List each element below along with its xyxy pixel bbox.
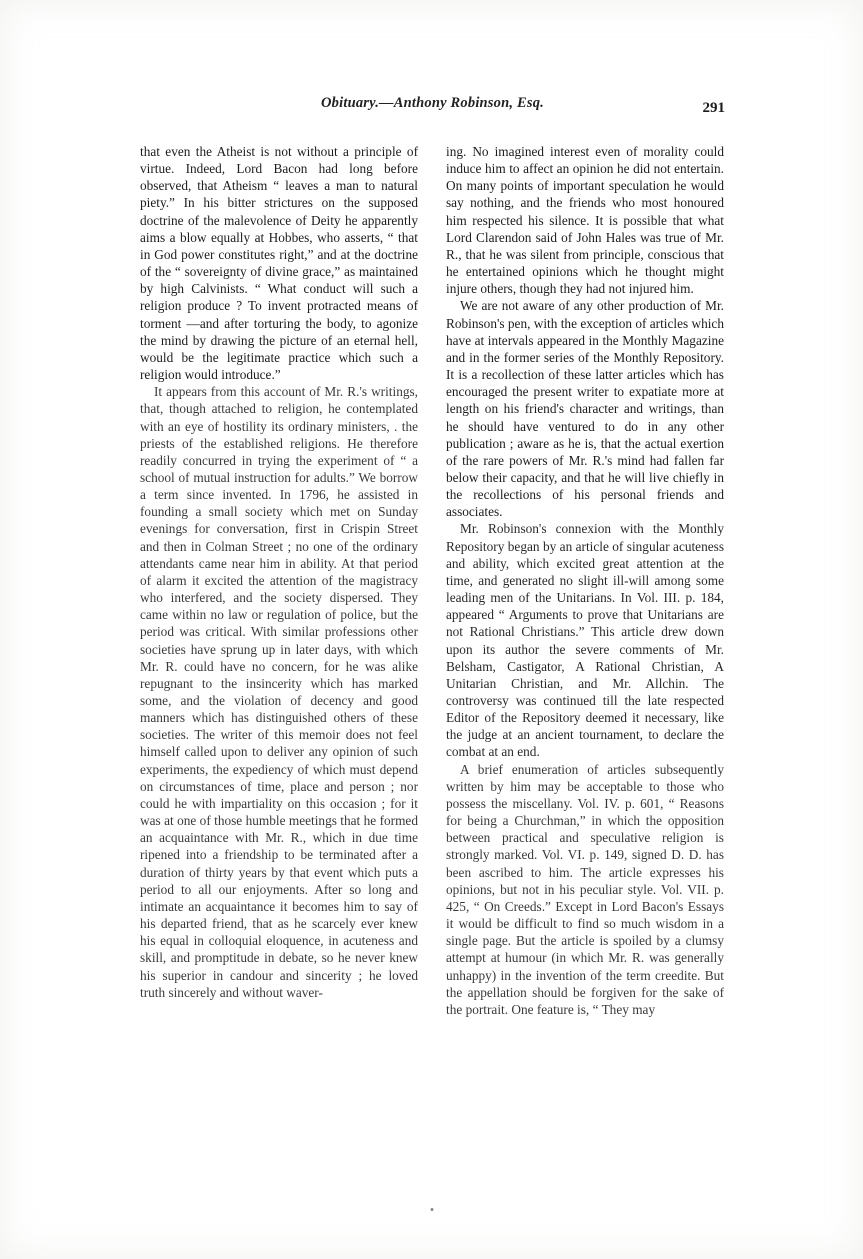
paragraph: It appears from this account of Mr. R.'s writings, that, though attached to religion, he contemplated with an eye of hostility its ordinary ministers, . the priests of the established religions. He therefore readily concurred in trying the experiment of “ a school of mutual instruction for adults.” We borrow a term since invented. In 1796, he assisted in founding a small society which met on Sunday evenings for conversation, first in Crispin Street and then in Colman Street ; no one of the ordinary attendants came near him in ability. At that period of alarm it excited the attention of the magistracy who interfered, and the society dispersed. They came within no law or regulation of police, but the period was critical. With similar professions other societies have sprung up in later days, with which Mr. R. could have no concern, for he was alike repugnant to the insincerity which has marked some, and the violation of decency and good manners which has distinguished others of these societies. The writer of this memoir does not feel himself called upon to deliver any opinion of such experiments, the expediency of which must depend on circumstances of time, place and person ; nor could he with impartiality on this occasion ; for it was at one of those humble meetings that he formed an acquaintance with Mr. R., which in due time ripened into a friendship to be terminated after a duration of thirty years by that event which puts a period to all our enjoyments. After so long and intimate an acquaintance it becomes him to say of his departed friend, that as he scarcely ever knew his equal in colloquial eloquence, in acuteness and skill, and promptitude in debate, so he never knew his superior in candour and sincerity ; he loved truth sincerely and without waver- [140, 384, 418, 1000]
paragraph: We are not aware of any other production of Mr. Robinson's pen, with the exception of articles which have at intervals appeared in the Monthly Magazine and in the former series of the Monthly Repository. It is a recollection of these latter articles which has encouraged the present writer to expatiate more at length on his friend's character and writings, than he should have ventured to do in any other publication ; aware as he is, that the actual exertion of the rare powers of Mr. R.'s mind had fallen far below their capacity, and that he will live chiefly in the recollections of his personal friends and associates. [446, 298, 724, 520]
running-head-title: Obituary.—Anthony Robinson, Esq. [320, 95, 545, 111]
running-head [140, 95, 725, 117]
page-center-mark [430, 1208, 433, 1211]
page-content [140, 95, 725, 1018]
paragraph: ing. No imagined interest even of morality could induce him to affect an opinion he did not entertain. On many points of important speculation he would say nothing, and the friends who most honoured him respected his silence. It is possible that what Lord Clarendon said of John Hales was true of Mr. R., that he was silent from principle, conscious that he entertained opinions which he thought might injure others, though they had not injured him. [446, 144, 724, 297]
page-number: 291 [702, 100, 725, 116]
paragraph: Mr. Robinson's connexion with the Monthly Repository began by an article of singular acuteness and ability, which excited great attention at the time, and generated no slight ill-will among some leading men of the Unitarians. In Vol. III. p. 184, appeared “ Arguments to prove that Unitarians are not Rational Christians.” This article drew down upon its author the severe comments of Mr. Belsham, Castigator, A Rational Christian, A Unitarian Christian, and Mr. Allchin. The controversy was continued till the late respected Editor of the Repository deemed it necessary, like the judge at an ancient tournament, to declare the combat at an end. [446, 521, 724, 760]
paragraph: A brief enumeration of articles subsequently written by him may be acceptable to those who possess the miscellany. Vol. IV. p. 601, “ Reasons for being a Churchman,” in which the opposition between practical and speculative religion is strongly marked. Vol. VI. p. 149, signed D. D. has been ascribed to him. The article expresses his opinions, but not in his peculiar style. Vol. VII. p. 425, “ On Creeds.” Except in Lord Bacon's Essays it would be difficult to find so much wisdom in a single page. But the article is spoiled by a clumsy attempt at humour (in which Mr. R. was generally unhappy) in the invention of the term creedite. But the appellation should be forgiven for the sake of the portrait. One feature is, “ They may [446, 761, 724, 1017]
paragraph: that even the Atheist is not without a principle of virtue. Indeed, Lord Bacon had long before observed, that Atheism “ leaves a man to natural piety.” In his bitter strictures on the supposed doctrine of the malevolence of Deity he apparently aims a blow equally at Hobbes, who asserts, “ that in God power constitutes right,” and at the doctrine of the “ sovereignty of divine grace,” as maintained by high Calvinists. “ What conduct will such a religion produce ? To invent protracted means of torment —and after torturing the body, to agonize the mind by drawing the picture of an eternal hell, would be the legitimate practice which such a religion would introduce.” [140, 144, 418, 383]
column-right [446, 143, 724, 1018]
column-left [140, 143, 418, 1018]
text-columns [140, 143, 725, 1018]
